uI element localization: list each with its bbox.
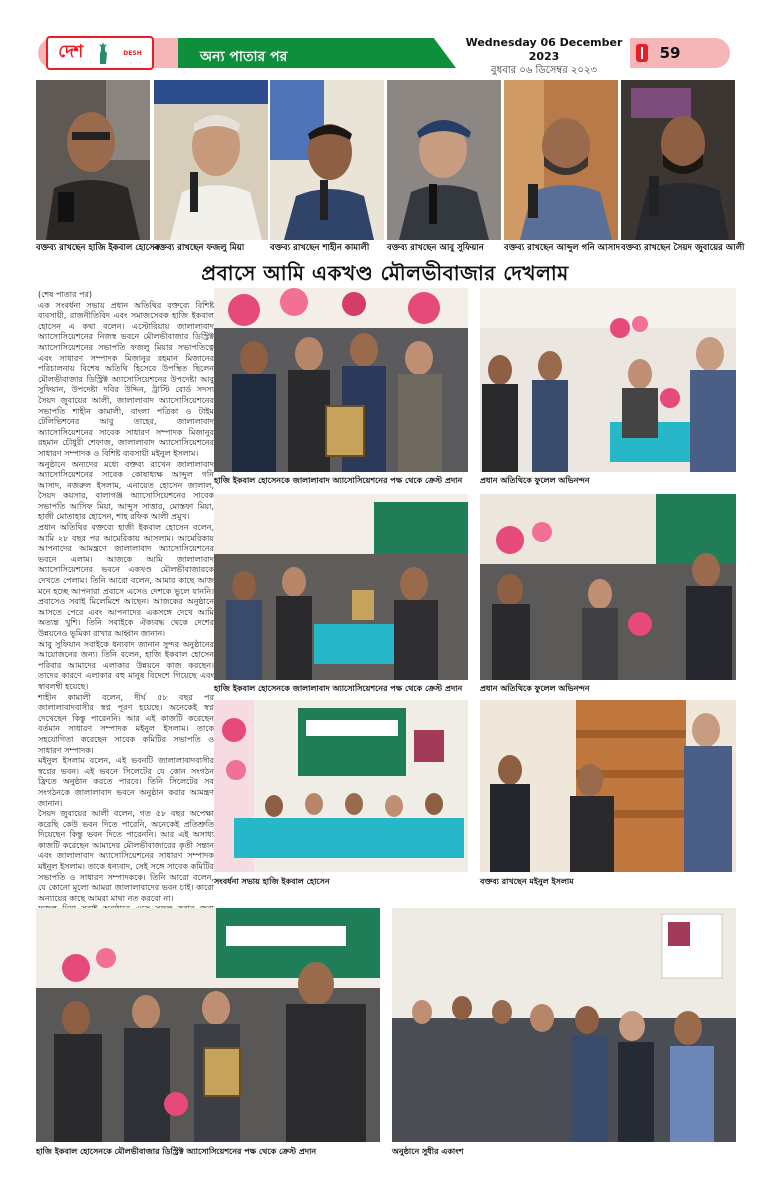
logo-text: দেশ xyxy=(58,42,83,62)
newspaper-logo[interactable] xyxy=(46,36,154,70)
logo-sub-text: DESH xyxy=(123,49,142,57)
photo-caption-8: অনুষ্ঠানে সুধীর একাংশ xyxy=(392,1147,464,1156)
article-paragraph: অনুষ্ঠানে অন্যদের মধ্যে বক্তব্য রাখেন জালালাবাদ অ্যাসোসিয়েশনের সাবেক কোষাধ্যক্ষ আব্দুল গনি আসাদ, নজরুল ইসলাম, এনায়েত হোসেন জালাল, সৈয়দ কয়সার, বালাগঞ্জ অ্যাসোসিয়েশনের সাবেক সভাপতি আসিফ মিয়া, আব্দুস সাত্তার, মোস্তফা মিয়া, হাজী মোতাহার হোসেন, শাহ রফিক আলী প্রমুখ। xyxy=(38,459,214,522)
speaker-photo-1 xyxy=(36,80,150,240)
event-photo-stage xyxy=(214,700,468,872)
top-caption-5: বক্তব্য রাখছেন আব্দুল গনি আসাদ xyxy=(504,243,621,253)
top-caption-6: বক্তব্য রাখছেন সৈয়দ জুবায়ের আলী xyxy=(621,243,745,253)
top-caption-1: বক্তব্য রাখছেন হাজি ইকবাল হোসেন xyxy=(36,243,160,253)
event-photo-crest-2 xyxy=(214,494,468,680)
photo-caption-2: প্রধান অতিথিকে ফুলেল অভিনন্দন xyxy=(480,476,590,485)
speaker-photo-2 xyxy=(154,80,268,240)
top-caption-3: বক্তব্য রাখছেন শাহীন কামালী xyxy=(270,243,370,253)
statue-of-liberty-icon xyxy=(95,41,111,65)
photo-caption-4: প্রধান অতিথিকে ফুলেল অভিনন্দন xyxy=(480,684,590,693)
article-paragraph: সৈয়দ জুবায়ের আলী বলেন, গত ৫৮ বছর অপেক্ষা করেছি কেউ ভবন দিতে পারেনি, অনেকেই প্রতিশ্রুতি দিয়েছেন কিন্তু ভবন দিতে পারেননি। আর এই অসাধ্য কাজটি করেছেন আমাদের মৌলভীবাজারের কৃতী সন্তান এবং জালালাবাদ অ্যাসোসিয়েশনের সাধারণ সম্পাদক মইনুল ইসলাম। তাকে ধন্যবাদ, সেই সঙ্গে সাবেক কমিটির সভাপতি ও সাধারণ সম্পাদককে। তিনি আরো বলেন, যে কোনো মূল্যে আমরা জালালাবাদের ভবন চাই। কারো অন্যায়ের কাছে আমরা মাথা নত করবো না। xyxy=(38,809,214,903)
article-paragraph: (শেষ পাতার পর) xyxy=(38,290,93,299)
article-paragraph: আবু সুফিয়ান সবাইকে ধন্যবাদ জানান সুন্দর অনুষ্ঠানের আয়োজনের জন্য। তিনি বলেন, হাজি ইকবাল হোসেন পরিবার আমাদের এলাকার উন্নয়নে কাজ করছেন। তাদের কারণে এলাকার বহু মানুষ বিদেশে গিয়েছে এবং স্বাবলম্বী হয়েছে। xyxy=(38,639,214,691)
headline: প্রবাসে আমি একখণ্ড মৌলভীবাজার দেখলাম xyxy=(201,261,569,285)
photo-caption-3: হাজি ইকবাল হোসেনকে জালালাবাদ অ্যাসোসিয়েশনের পক্ষ থেকে ক্রেস্ট প্রদান xyxy=(214,684,463,693)
article-paragraph: মইনুল ইসলাম বলেন, এই ভবনটি জালালাবাদবাসীর স্বপ্নের ভবন। এই ভবনে সিলেটের যে কোন সংগঠন ফ্রিতে অনুষ্ঠান করতে পারবে। তিনি সিলেটের সব সংগঠনকে জালালাবাদ ভবনে অনুষ্ঠান করার আমন্ত্রণ জানান। xyxy=(38,756,214,808)
event-photo-crest-3 xyxy=(36,908,380,1142)
top-caption-4: বক্তব্য রাখছেন আবু সুফিয়ান xyxy=(387,243,484,253)
article-paragraph: এক সংবর্ধনা সভায় প্রধান অতিথির বক্তব্যে বিশিষ্ট ব্যবসায়ী, রাজনীতিবিদ এবং সমাজসেবক হাজি ইকবাল হোসেন এ কথা বলেন। এস্টোরিয়ায় জালালাবাদ অ্যাসোসিয়েশনের নিজস্ব ভবনে মৌলভীবাজার ডিস্ট্রিক্ট অ্যাসোসিয়েশনের সভাপতি ফজলু মিয়ার সভাপতিত্বে এবং সাধারণ সম্পাদক মিজানুর রহমান মিজানের পরিচালনায় বিশেষ অতিথি হিসেবে উপস্থিত ছিলেন মৌলভীবাজার ডিস্ট্রিক্ট অ্যাসোসিয়েশনের উপদেষ্টা আবু সুফিয়ান, উপদেষ্টা দবির উদ্দিন, ট্রাস্টি বোর্ড সদস্য সৈয়দ জুবায়ের আলী, জালালাবাদ অ্যাসোসিয়েশনের সভাপতি শাহীন কামালী, বাংলা পত্রিকা ও টাইম টেলিভিশনের আবু তাহের, জালালাবাদ অ্যাসোসিয়েশনের সাবেক সাধারণ সম্পাদক মিজানুর রহমান চৌধুরী শেফাজ, জালালাবাদ অ্যাসোসিয়েশনের সাধারণ সম্পাদক ও বিশিষ্ট ব্যবসায়ী মইনুল ইসলাম। xyxy=(38,300,214,458)
photo-caption-7: হাজি ইকবাল হোসেনকে মৌলভীবাজার ডিস্ট্রিক্ট অ্যাসোসিয়েশনের পক্ষ থেকে ক্রেস্ট প্রদান xyxy=(36,1147,317,1156)
event-photo-audience xyxy=(392,908,736,1142)
issue-date xyxy=(458,36,630,77)
event-photo-speaker xyxy=(480,700,736,872)
photo-caption-6: বক্তব্য রাখছেন মইনুল ইসলাম xyxy=(480,877,574,886)
speaker-photo-3 xyxy=(270,80,384,240)
photo-caption-1: হাজি ইকবাল হোসেনকে জালালাবাদ অ্যাসোসিয়েশনের পক্ষ থেকে ক্রেস্ট প্রদান xyxy=(214,476,463,485)
article-paragraph: প্রধান অতিথির বক্তব্যে হাজী ইকবাল হোসেন বলেন, আমি ২৮ বছর পর আমেরিকায় আসলাম। আমেরিকায় আপনাদের আমন্ত্রণে জালালাবাদ অ্যাসোসিয়েশনের ভবনে এলাম। আজকে আমি জালালাবাদ অ্যাসোসিয়েশনের ভবনে একখণ্ড মৌলভীবাজারকে দেখতে পেলাম। তিনি আরো বলেন, আমার কাছে আজ মনে হচ্ছে আপনারা প্রবাসে এসেও দেশকে ভুলে যাননি। প্রবাসেও সবাই মিলেমিশে আছেন। আজকের অনুষ্ঠানে আসতে পেরে এবং আপনাদের একসঙ্গে দেখে আমি অত্যন্ত খুশি। তিনি সবাইকে ঐক্যবদ্ধ থেকে দেশের উন্নয়নেও ভূমিকা রাখার আহ্বান জানান। xyxy=(38,523,214,638)
event-photo-crest-1 xyxy=(214,288,468,472)
speaker-photo-4 xyxy=(387,80,501,240)
page-marker-icon xyxy=(636,44,648,62)
page-number: 59 xyxy=(659,44,681,62)
page-header xyxy=(0,0,770,76)
event-photo-flowers-2 xyxy=(480,494,736,680)
article-body xyxy=(38,290,214,902)
section-label: অন্য পাতার পর xyxy=(200,49,288,65)
event-photo-flowers-1 xyxy=(480,288,736,472)
photo-caption-5: সংবর্ধনা সভায় হাজি ইকবাল হোসেন xyxy=(214,877,330,886)
date-english: Wednesday 06 December 2023 xyxy=(465,36,623,63)
speaker-photo-5 xyxy=(504,80,618,240)
top-caption-2: বক্তব্য রাখছেন ফজলু মিয়া xyxy=(154,243,245,253)
date-bangla: বুধবার ০৬ ডিসেম্বর ২০২৩ xyxy=(491,65,597,76)
speaker-photo-6 xyxy=(621,80,735,240)
article-paragraph: শাহীন কামালী বলেন, দীর্ঘ ৫৮ বছর পর জালালাবাদবাসীর স্বপ্ন পূরণ হয়েছে। অনেকেই স্বপ্ন দেখেছেন কিন্তু পারেননি। আর এই কাজটি করেছেন বর্তমান সাধারণ সম্পাদক মইনুল ইসলাম। তাকে সহযোগিতা করেছেন সাবেক কমিটির সভাপতি ও সাধারণ সম্পাদক। xyxy=(38,692,214,755)
